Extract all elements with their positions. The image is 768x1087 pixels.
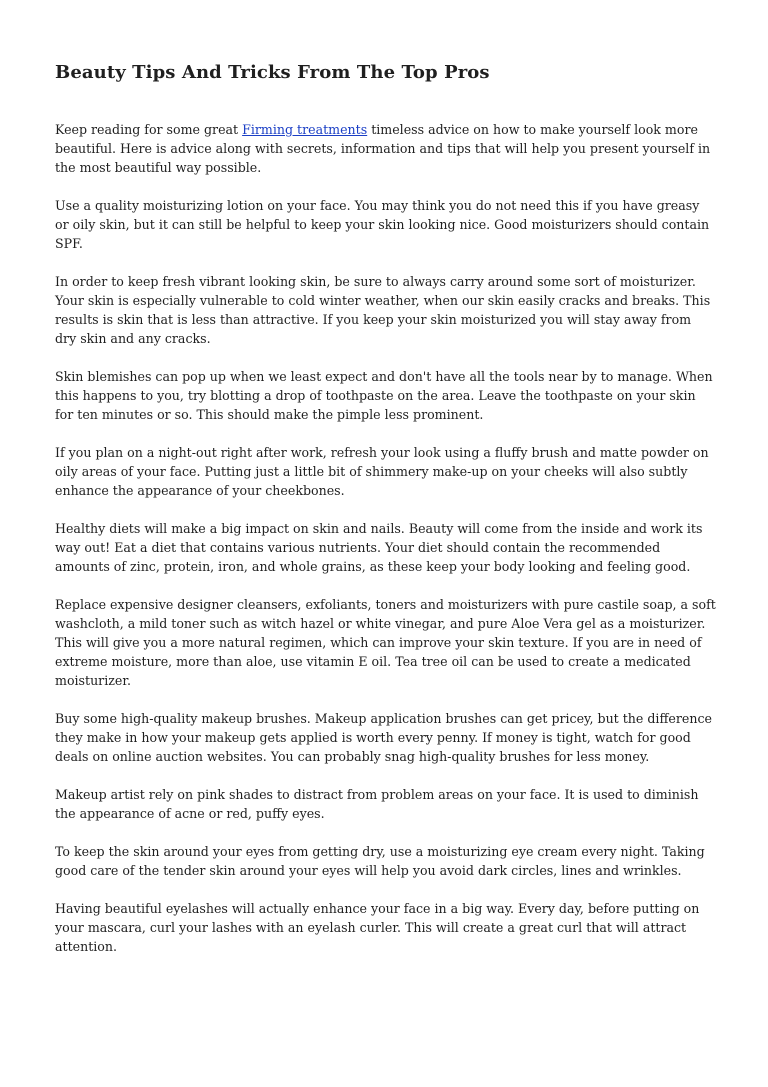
intro-text-after-link: timeless advice on how to make yourself look more beautiful. Here is advice along with secrets, information and tips that will help you present yourself in the most beautiful way possible.	[55, 122, 711, 175]
paragraph-replace-cleansers: Replace expensive designer cleansers, exfoliants, toners and moisturizers with pure castile soap, a soft washcloth, a mild toner such as witch hazel or white vinegar, and pure Aloe Vera gel as a moisturizer. This will give you a more natural regimen, which can improve your skin texture. If you are in need of extreme moisture, more than aloe, use vitamin E oil. Tea tree oil can be used to create a medicated moisturizer.	[55, 597, 716, 688]
intro-text-before-link: Keep reading for some great	[55, 122, 243, 137]
paragraph-eyelashes: Having beautiful eyelashes will actually enhance your face in a big way. Every day, before putting on your mascara, curl your lashes with an eyelash curler. This will create a great curl that will attract attention.	[55, 901, 700, 954]
paragraph-makeup-brushes: Buy some high-quality makeup brushes. Makeup application brushes can get pricey, but the difference they make in how your makeup gets applied is worth every penny. If money is tight, watch for good deals on online auction websites. You can probably snag high-quality brushes for less money.	[55, 711, 712, 764]
paragraph-skin-blemishes: Skin blemishes can pop up when we least expect and don't have all the tools near by to manage. When this happens to you, try blotting a drop of toothpaste on the area. Leave the toothpaste on your skin for ten minutes or so. This should make the pimple less prominent.	[55, 369, 713, 422]
paragraph-carry-moisturizer: In order to keep fresh vibrant looking skin, be sure to always carry around some sort of moisturizer. Your skin is especially vulnerable to cold winter weather, when our skin easily cracks and breaks. This results is skin that is less than attractive. If you keep your skin moisturized you will stay away from dry skin and any cracks.	[55, 274, 711, 346]
paragraph-pink-shades: Makeup artist rely on pink shades to distract from problem areas on your face. It is used to diminish the appearance of acne or red, puffy eyes.	[55, 787, 699, 821]
paragraph-night-out: If you plan on a night-out right after work, refresh your look using a fluffy brush and matte powder on oily areas of your face. Putting just a little bit of shimmery make-up on your cheeks will also subtly enhance the appearance of your cheekbones.	[55, 445, 709, 498]
paragraph-eye-cream: To keep the skin around your eyes from getting dry, use a moisturizing eye cream every night. Taking good care of the tender skin around your eyes will help you avoid dark circles, lines and wrinkles.	[55, 844, 705, 878]
intro-paragraph	[55, 120, 716, 177]
paragraph-healthy-diets: Healthy diets will make a big impact on skin and nails. Beauty will come from the inside and work its way out! Eat a diet that contains various nutrients. Your diet should contain the recommended amounts of zinc, protein, iron, and whole grains, as these keep your body looking and feeling good.	[55, 521, 703, 574]
paragraph-moisturizing-lotion: Use a quality moisturizing lotion on your face. You may think you do not need this if you have greasy or oily skin, but it can still be helpful to keep your skin looking nice. Good moisturizers should contain SPF.	[55, 198, 710, 251]
page-title: Beauty Tips And Tricks From The Top Pros	[55, 62, 490, 83]
firming-treatments-link[interactable]: Firming treatments	[242, 122, 368, 137]
